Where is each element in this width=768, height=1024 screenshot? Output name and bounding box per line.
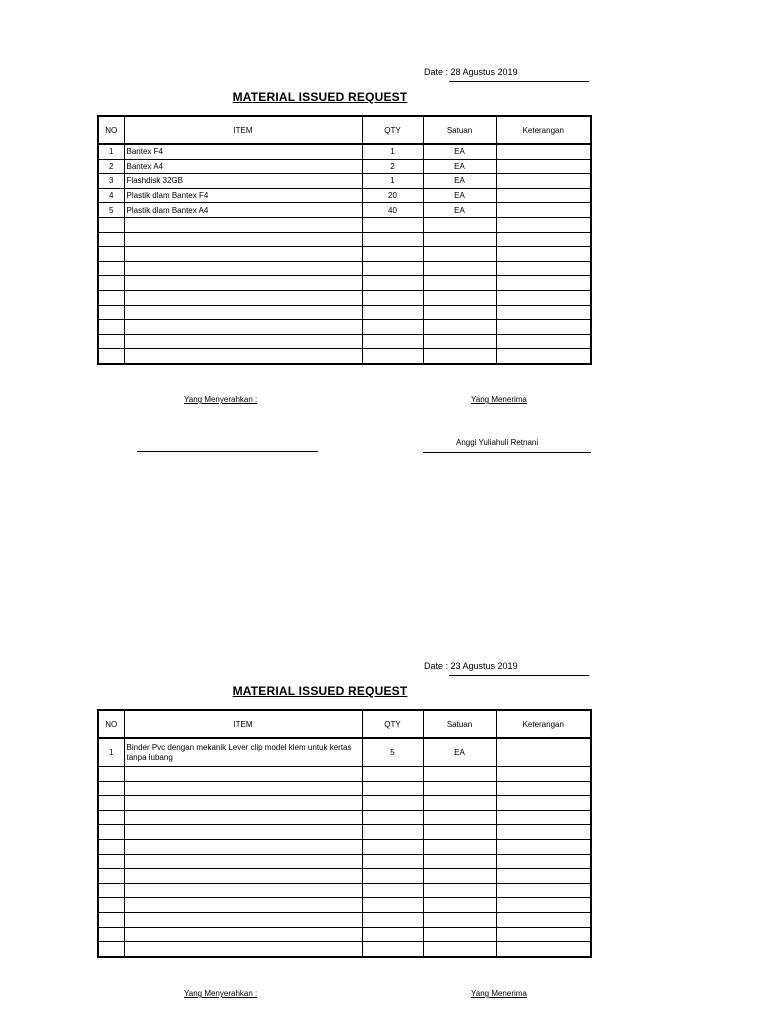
- cell-qty: [362, 276, 423, 291]
- cell-no: [98, 839, 124, 854]
- cell-item: [124, 854, 362, 869]
- cell-no: [98, 767, 124, 782]
- table-header-row: [98, 710, 591, 738]
- cell-qty: [362, 839, 423, 854]
- cell-keterangan: [496, 869, 591, 884]
- cell-qty: 2: [362, 159, 423, 174]
- table-row: [98, 334, 591, 349]
- cell-qty: [362, 854, 423, 869]
- table-row: [98, 912, 591, 927]
- column-header-qty: QTY: [362, 116, 423, 144]
- cell-no: [98, 334, 124, 349]
- table-row: [98, 159, 591, 174]
- cell-satuan: [423, 912, 496, 927]
- cell-keterangan: [496, 188, 591, 203]
- cell-item: [124, 781, 362, 796]
- cell-qty: 1: [362, 144, 423, 159]
- cell-satuan: [423, 942, 496, 957]
- cell-keterangan: [496, 203, 591, 218]
- cell-qty: [362, 217, 423, 232]
- cell-no: [98, 854, 124, 869]
- cell-satuan: [423, 290, 496, 305]
- date-underline: [449, 81, 589, 82]
- cell-item: [124, 349, 362, 364]
- cell-no: [98, 320, 124, 335]
- cell-keterangan: [496, 261, 591, 276]
- cell-satuan: [423, 796, 496, 811]
- cell-item: [124, 825, 362, 840]
- cell-satuan: [423, 261, 496, 276]
- cell-qty: [362, 796, 423, 811]
- cell-item: [124, 276, 362, 291]
- cell-satuan: EA: [423, 738, 496, 767]
- cell-satuan: [423, 810, 496, 825]
- column-header-no: NO: [98, 116, 124, 144]
- cell-qty: [362, 927, 423, 942]
- cell-qty: 20: [362, 188, 423, 203]
- date-label: Date : 28 Agustus 2019: [424, 67, 518, 77]
- cell-no: [98, 247, 124, 262]
- cell-item: Plastik dlam Bantex F4: [124, 188, 362, 203]
- cell-no: [98, 825, 124, 840]
- cell-qty: [362, 767, 423, 782]
- table-row: [98, 883, 591, 898]
- cell-keterangan: [496, 927, 591, 942]
- table-row: [98, 247, 591, 262]
- cell-keterangan: [496, 825, 591, 840]
- cell-item: Flashdisk 32GB: [124, 174, 362, 189]
- table-row: [98, 898, 591, 913]
- cell-no: [98, 796, 124, 811]
- cell-satuan: [423, 232, 496, 247]
- cell-satuan: EA: [423, 159, 496, 174]
- cell-keterangan: [496, 912, 591, 927]
- cell-keterangan: [496, 839, 591, 854]
- table-row: [98, 144, 591, 159]
- table-row: [98, 305, 591, 320]
- table-row: [98, 927, 591, 942]
- cell-item: [124, 247, 362, 262]
- cell-item: [124, 810, 362, 825]
- date-label: Date : 23 Agustus 2019: [424, 661, 518, 671]
- cell-keterangan: [496, 349, 591, 364]
- cell-item: [124, 305, 362, 320]
- cell-qty: [362, 232, 423, 247]
- cell-satuan: EA: [423, 188, 496, 203]
- table-row: [98, 869, 591, 884]
- cell-keterangan: [496, 159, 591, 174]
- cell-keterangan: [496, 810, 591, 825]
- form-title: MATERIAL ISSUED REQUEST: [232, 684, 408, 698]
- cell-no: [98, 942, 124, 957]
- cell-no: 1: [98, 144, 124, 159]
- column-header-keterangan: Keterangan: [496, 710, 591, 738]
- cell-item: [124, 912, 362, 927]
- cell-qty: [362, 942, 423, 957]
- cell-keterangan: [496, 334, 591, 349]
- table-row: [98, 174, 591, 189]
- table-row: [98, 796, 591, 811]
- cell-keterangan: [496, 738, 591, 767]
- column-header-qty: QTY: [362, 710, 423, 738]
- table-row: [98, 839, 591, 854]
- table-row: [98, 276, 591, 291]
- receiver-label: Yang Menerima: [471, 395, 527, 404]
- cell-no: [98, 276, 124, 291]
- table-row: [98, 290, 591, 305]
- column-header-keterangan: Keterangan: [496, 116, 591, 144]
- column-header-satuan: Satuan: [423, 710, 496, 738]
- cell-qty: [362, 320, 423, 335]
- cell-no: 1: [98, 738, 124, 767]
- receiver-label: Yang Menerima: [471, 989, 527, 998]
- table-row: [98, 261, 591, 276]
- cell-satuan: [423, 781, 496, 796]
- table-body: [98, 738, 591, 957]
- cell-satuan: [423, 334, 496, 349]
- cell-satuan: [423, 217, 496, 232]
- cell-no: [98, 349, 124, 364]
- cell-keterangan: [496, 942, 591, 957]
- cell-qty: [362, 781, 423, 796]
- table-row: [98, 810, 591, 825]
- cell-no: 3: [98, 174, 124, 189]
- cell-qty: 5: [362, 738, 423, 767]
- cell-qty: [362, 869, 423, 884]
- cell-satuan: [423, 247, 496, 262]
- cell-satuan: [423, 883, 496, 898]
- column-header-no: NO: [98, 710, 124, 738]
- cell-item: [124, 217, 362, 232]
- column-header-item: ITEM: [124, 710, 362, 738]
- cell-no: [98, 217, 124, 232]
- cell-keterangan: [496, 305, 591, 320]
- cell-item: Binder Pvc dengan mekanik Lever clip model klem untuk kertas tanpa lubang: [124, 738, 362, 767]
- cell-satuan: [423, 320, 496, 335]
- cell-no: 4: [98, 188, 124, 203]
- cell-satuan: [423, 839, 496, 854]
- cell-keterangan: [496, 781, 591, 796]
- form-title: MATERIAL ISSUED REQUEST: [232, 90, 408, 104]
- giver-label: Yang Menyerahkan :: [184, 989, 258, 998]
- giver-label: Yang Menyerahkan :: [184, 395, 258, 404]
- cell-satuan: [423, 927, 496, 942]
- cell-no: [98, 810, 124, 825]
- table-row: [98, 825, 591, 840]
- cell-satuan: [423, 854, 496, 869]
- cell-no: 5: [98, 203, 124, 218]
- cell-keterangan: [496, 276, 591, 291]
- items-table: [97, 709, 592, 958]
- cell-no: [98, 869, 124, 884]
- cell-satuan: EA: [423, 174, 496, 189]
- column-header-satuan: Satuan: [423, 116, 496, 144]
- table-body: [98, 144, 591, 364]
- table-row: [98, 320, 591, 335]
- table-row: [98, 942, 591, 957]
- cell-no: [98, 232, 124, 247]
- cell-keterangan: [496, 174, 591, 189]
- cell-keterangan: [496, 217, 591, 232]
- cell-satuan: [423, 869, 496, 884]
- cell-item: [124, 839, 362, 854]
- giver-signature-line: [137, 451, 318, 452]
- cell-keterangan: [496, 247, 591, 262]
- cell-satuan: [423, 767, 496, 782]
- cell-item: [124, 898, 362, 913]
- cell-qty: [362, 898, 423, 913]
- cell-satuan: [423, 349, 496, 364]
- items-table: [97, 115, 592, 365]
- cell-qty: [362, 883, 423, 898]
- cell-item: [124, 261, 362, 276]
- cell-no: [98, 290, 124, 305]
- cell-qty: [362, 290, 423, 305]
- cell-satuan: [423, 305, 496, 320]
- cell-no: [98, 912, 124, 927]
- cell-no: [98, 898, 124, 913]
- cell-qty: [362, 810, 423, 825]
- cell-qty: [362, 825, 423, 840]
- cell-satuan: [423, 898, 496, 913]
- receiver-name: Anggi Yuliahuli Retnani: [456, 438, 539, 447]
- cell-no: 2: [98, 159, 124, 174]
- cell-keterangan: [496, 290, 591, 305]
- cell-no: [98, 305, 124, 320]
- cell-satuan: [423, 825, 496, 840]
- cell-qty: 1: [362, 174, 423, 189]
- cell-keterangan: [496, 320, 591, 335]
- cell-qty: [362, 247, 423, 262]
- cell-qty: [362, 334, 423, 349]
- cell-keterangan: [496, 883, 591, 898]
- cell-no: [98, 883, 124, 898]
- table-row: [98, 203, 591, 218]
- cell-item: Bantex A4: [124, 159, 362, 174]
- cell-no: [98, 927, 124, 942]
- table-header-row: [98, 116, 591, 144]
- cell-item: [124, 232, 362, 247]
- cell-satuan: EA: [423, 203, 496, 218]
- cell-satuan: [423, 276, 496, 291]
- table-row: [98, 217, 591, 232]
- cell-item: [124, 927, 362, 942]
- cell-qty: 40: [362, 203, 423, 218]
- column-header-item: ITEM: [124, 116, 362, 144]
- cell-qty: [362, 261, 423, 276]
- cell-keterangan: [496, 854, 591, 869]
- cell-no: [98, 781, 124, 796]
- cell-keterangan: [496, 796, 591, 811]
- cell-item: [124, 883, 362, 898]
- cell-no: [98, 261, 124, 276]
- cell-item: [124, 767, 362, 782]
- cell-qty: [362, 305, 423, 320]
- table-row: [98, 781, 591, 796]
- table-row: [98, 767, 591, 782]
- receiver-signature-line: [423, 452, 591, 453]
- table-row: [98, 188, 591, 203]
- cell-qty: [362, 912, 423, 927]
- table-row: [98, 854, 591, 869]
- cell-satuan: EA: [423, 144, 496, 159]
- date-underline: [449, 675, 589, 676]
- cell-item: [124, 796, 362, 811]
- cell-keterangan: [496, 898, 591, 913]
- table-row: [98, 232, 591, 247]
- cell-item: Plastik dlam Bantex A4: [124, 203, 362, 218]
- table-row: [98, 738, 591, 767]
- cell-keterangan: [496, 144, 591, 159]
- cell-item: [124, 942, 362, 957]
- cell-keterangan: [496, 232, 591, 247]
- cell-item: Bantex F4: [124, 144, 362, 159]
- cell-qty: [362, 349, 423, 364]
- cell-item: [124, 869, 362, 884]
- cell-keterangan: [496, 767, 591, 782]
- cell-item: [124, 320, 362, 335]
- cell-item: [124, 290, 362, 305]
- cell-item: [124, 334, 362, 349]
- table-row: [98, 349, 591, 364]
